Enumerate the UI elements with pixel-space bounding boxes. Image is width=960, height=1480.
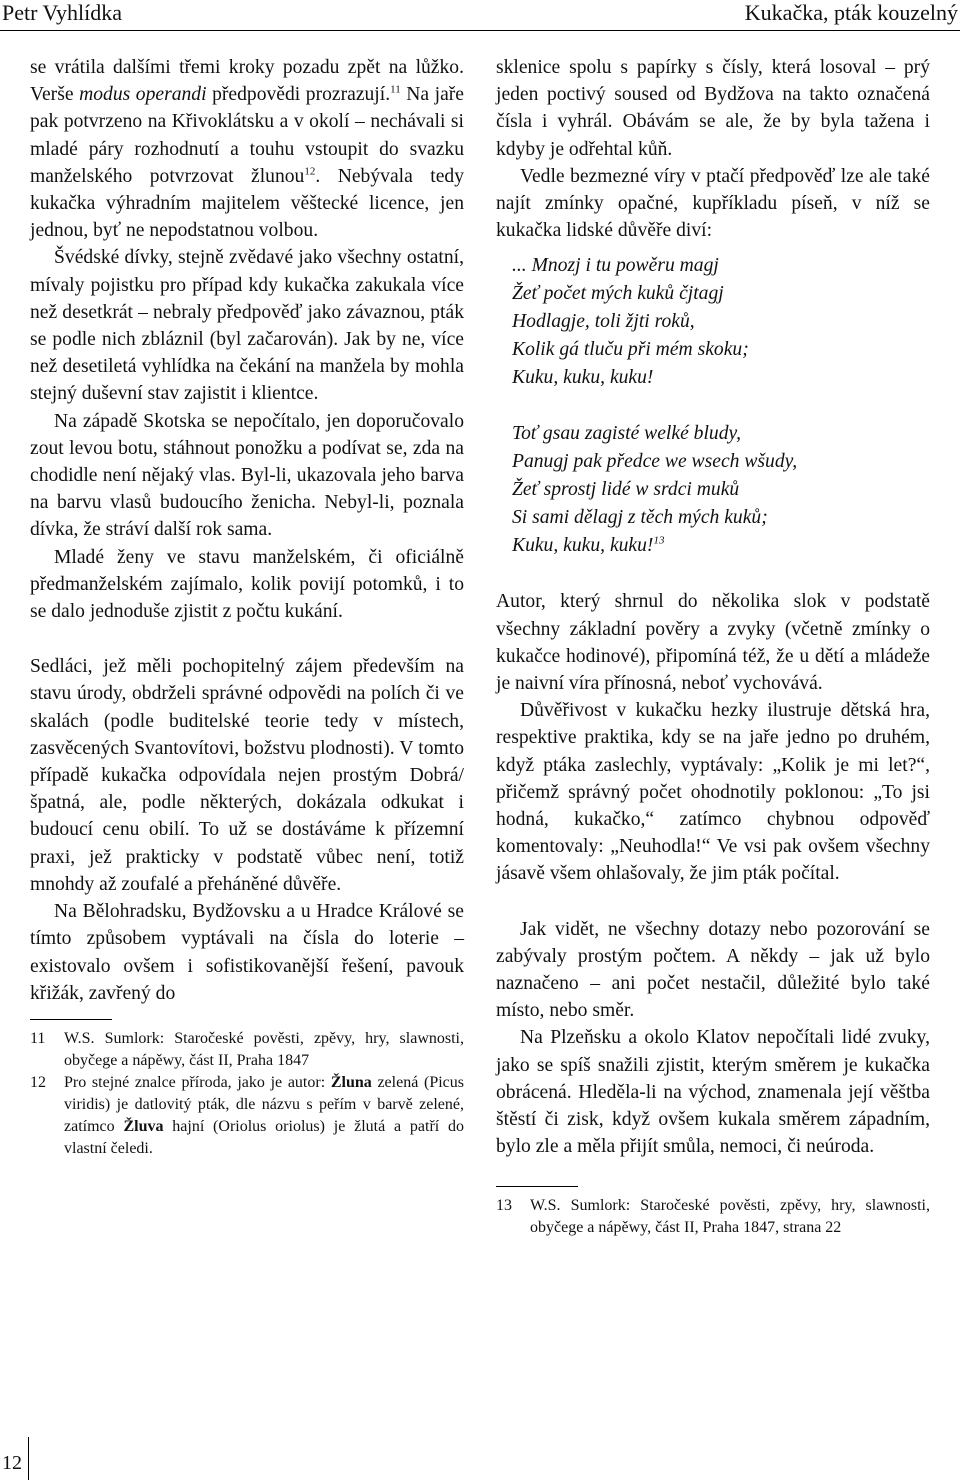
paragraph: Autor, který shrnul do několika slok v podstatě všechny základní pověry a zvyky (včetně zmínky o kukačce hodinové), připomíná též, že u dětí a mládeže je naivní víra přínosná, neboť vychovává. — [496, 591, 930, 695]
footnote-separator — [496, 1186, 578, 1187]
paragraph: Důvěřivost v kukačku hezky ilustruje dětská hra, respektive praktika, kdy se na jaře jedno po druhém, když ptáka zaslechly, vyptávaly: „Kolik je mi let?“, přičemž správný počet ohodnotily poklonou: „To jsi hodná, kukačko,“ zatímco chybnou odpověď komentovaly: „Neuhodla!“ Ve vsi pak ovšem všechny jásavě všem ohlašovaly, že jim pták počítal. — [496, 700, 930, 885]
paragraph: Mladé ženy ve stavu manželském, či oficiálně předmanželském zajímalo, kolik povijí potomků, i to se dalo jednoduše zjistit z počtu kukání. — [30, 546, 464, 623]
paragraph: Jak vidět, ne všechny dotazy nebo pozorování se zabývaly prostým počtem. A někdy – jak už bylo naznačeno – ani počet nestačil, důležité bylo také místo, nebo směr. — [496, 918, 930, 1022]
header-title: Kukačka, pták kouzelný — [744, 0, 958, 25]
footnote-ref: 13 — [653, 534, 665, 547]
poem-stanza: Toť gsau zagisté welké bludy, Panugj pak předce we wsech wšudy, Žeť sprostj lidé w srdci muků Si sami dělagj z těch mých kuků; Kuku, kuku, kuku!$^{13}$ — [512, 423, 798, 557]
margin-rule — [28, 1437, 29, 1480]
paragraph: Švédské dívky, stejně zvědavé jako všechny ostatní, mívaly pojistku pro případ kdy kukačka zakukala více než desetkrát – nebraly předpověď jako závaznou, pták se podle nich zbláznil (byl začarován). Jak by ne, více než desetiletá vyhlídka na čekání na manžela by mohla stejný duševní stav zajistit i klientce. — [30, 247, 464, 405]
paragraph: Na západě Skotska se nepočítalo, jen doporučovalo zout levou botu, stáhnout ponožku a podívat se, zda na chodidle není nějaký vlas. Byl-li, ukazovala jeho barva na barvu vlasů budoucího ženicha. Nebyl-li, poznala dívka, že stráví další rok sama. — [30, 410, 464, 541]
running-header — [0, 0, 960, 31]
paragraph: Sedláci, jež měli pochopitelný zájem především na stavu úrody, obdrželi správné odpovědi na polích či ve skalách (podle buditelské teorie tedy v místech, zasvěcených Svantovítovi, božstvu plodnosti). V tomto případě kukačka odpovídala nejen prostým Dobrá/špatná, ale, podle některých, dokázala odkukat i budoucí cenu obilí. To už se dostáváme k přízemní praxi, jež prakticky v podstatě vůbec není, totiž mnohdy až zoufalé a přeháněné důvěře. — [30, 656, 464, 895]
left-column — [30, 54, 464, 1160]
paragraph: Vedle bezmezné víry v ptačí předpověď lze ale také najít zmínky opačné, kupříkladu píseň, v níž se kukačka lidské důvěře diví: — [496, 165, 930, 242]
footnote: 12 Pro stejné znalce příroda, jako je autor: Žluna zelená (Picus viridis) je datlovitý pták, dle názvu s peřím v barvě zelené, zatímco Žluva hajní (Oriolus oriolus) je žlutá a patří do vlastní čeledi. — [30, 1073, 465, 1157]
header-author: Petr Vyhlídka — [2, 0, 122, 25]
page-number: 12 — [2, 1452, 22, 1474]
footnote: 13 W.S. Sumlork: Staročeské pověsti, zpěvy, hry, slawnosti, obyčege a nápěwy, část II, Praha 1847, strana 22 — [496, 1197, 930, 1237]
poem — [512, 252, 930, 560]
paragraph: sklenice spolu s papírky s čísly, která losoval – prý jeden poctivý soused od Bydžova na takto označená čísla i vyhrál. Obávám se ale, že by byla tažena i kdyby je odřehtal kůň. — [496, 57, 930, 160]
footnote-separator — [30, 1019, 112, 1020]
paragraph: Na Bělohradsku, Bydžovsku a u Hradce Králové se tímto způsobem vyptávali na čísla do loterie – existovalo ovšem i sofistikovanější řešení, pavouk křižák, zavřený do — [30, 901, 464, 1004]
poem-stanza: ... Mnozj i tu powěru magj Žeť počet mých kuků čjtagj Hodlagje, toli žjti roků, Kolik gá tluču při mém skoku; Kuku, kuku, kuku! — [512, 255, 749, 389]
footnote-ref: 11 — [390, 83, 401, 96]
footnote-ref: 12 — [304, 165, 316, 178]
paragraph: se vrátila dalšími třemi kroky pozadu zpět na lůžko. Verše modus operandi předpovědi prozrazují.$^{11}$ Na jaře pak potvrzeno na Křivoklátsku a v okolí – nechávali si mladé páry rozhodnutí a touhu vstoupit do svazku manželského potvrzovat žlunou$^{12}$. Nebývala tedy kukačka výhradním majitelem věštecké licence, jen jednou, byť ne nepodstatnou volbou. — [30, 57, 465, 242]
footnote: 11 W.S. Sumlork: Staročeské pověsti, zpěvy, hry, slawnosti, obyčege a nápěwy, část II, Praha 1847 — [30, 1029, 464, 1069]
paragraph: Na Plzeňsku a okolo Klatov nepočítali lidé zvuky, jako se spíš snažili zjistit, kterým směrem je kukačka obrácená. Hleděla-li na východ, znamenala její věštba štěstí či zisk, když ovšem kukala směrem západním, bylo zle a měla přijít smůla, nemoci, či neúroda. — [496, 1027, 930, 1158]
right-column — [496, 54, 930, 1239]
